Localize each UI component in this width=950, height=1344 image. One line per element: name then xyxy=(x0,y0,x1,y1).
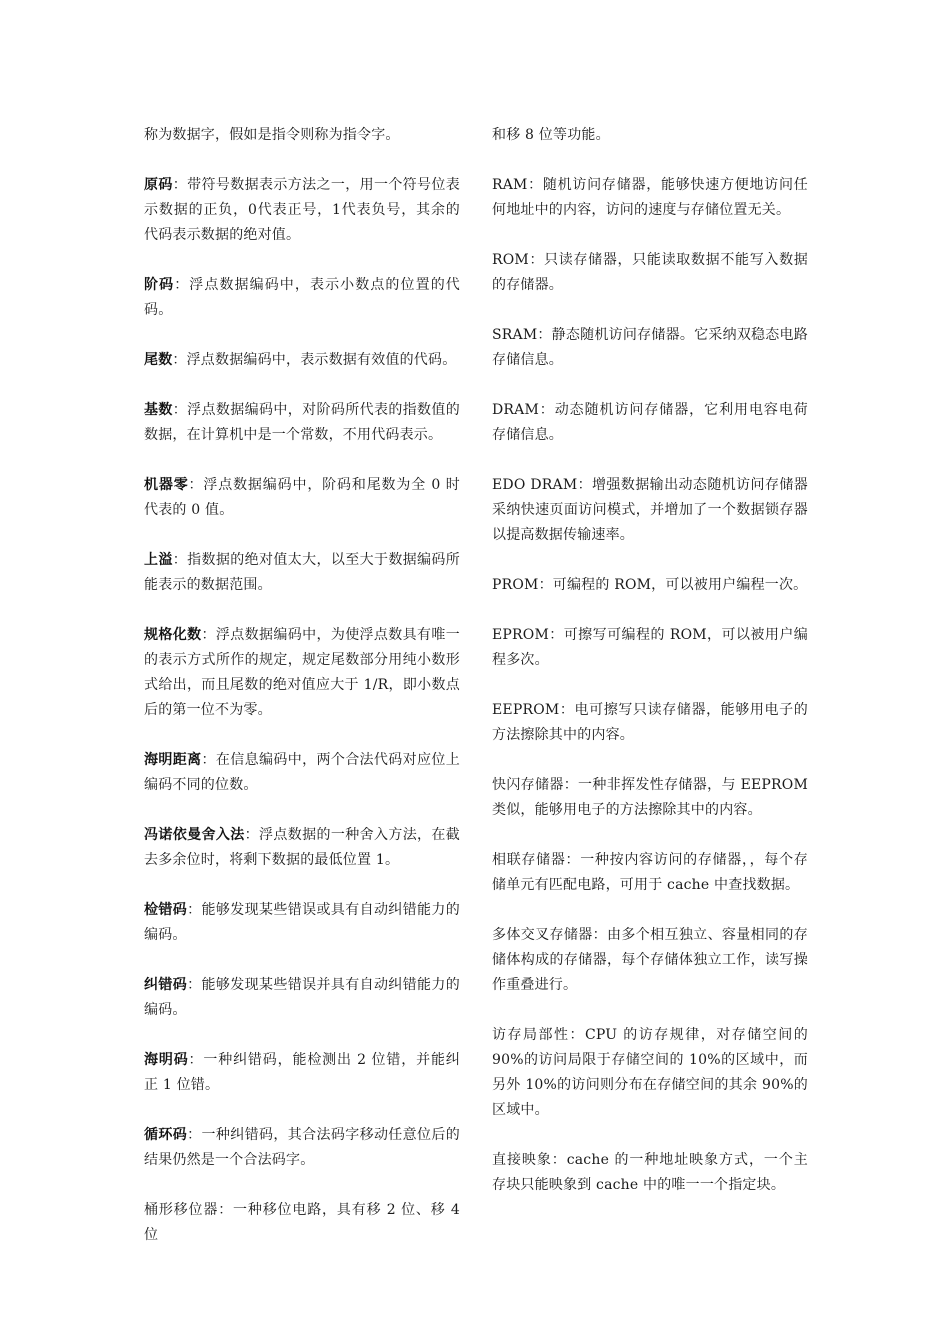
definition-term: 尾数 xyxy=(144,352,173,368)
definition-text: ：浮点数据编码中，为使浮点数具有唯一的表示方式所作的规定，规定尾数部分用纯小数形式给出，而且尾数的绝对值应大于 1/R，即小数点后的第一位不为零。 xyxy=(144,627,460,718)
definition-paragraph xyxy=(492,473,808,548)
definition-text: ：在信息编码中，两个合法代码对应位上编码不同的位数。 xyxy=(144,752,460,793)
definition-text: SRAM：静态随机访问存储器。它采纳双稳态电路存储信息。 xyxy=(492,327,808,368)
definition-text: ：指数据的绝对值太大，以至大于数据编码所能表示的数据范围。 xyxy=(144,552,461,593)
definition-text: EDO DRAM：增强数据输出动态随机访问存储器采纳快速页面访问模式，并增加了一个数据锁存器以提高数据传输速率。 xyxy=(492,477,808,543)
definition-paragraph xyxy=(492,173,808,223)
definition-text: DRAM：动态随机访问存储器，它利用电容电荷存储信息。 xyxy=(492,402,808,443)
definition-paragraph xyxy=(144,398,460,448)
right-column xyxy=(492,123,808,1223)
definition-paragraph xyxy=(492,773,808,823)
definition-term: 规格化数 xyxy=(144,627,202,643)
definition-text: ROM：只读存储器，只能读取数据不能写入数据的存储器。 xyxy=(492,252,808,293)
definition-text: ：浮点数据的一种舍入方法，在截去多余位时，将剩下数据的最低位置 1。 xyxy=(144,827,461,868)
definition-term: 冯诺依曼舍入法 xyxy=(144,827,245,843)
definition-paragraph xyxy=(144,473,460,523)
definition-term: 纠错码 xyxy=(144,977,188,993)
definition-term: 海明码 xyxy=(144,1052,189,1068)
definition-term: 循环码 xyxy=(144,1127,188,1143)
definition-text: EEPROM：电可擦写只读存储器，能够用电子的方法擦除其中的内容。 xyxy=(492,702,808,743)
definition-paragraph xyxy=(144,1123,460,1173)
definition-text: 桶形移位器：一种移位电路，具有移 2 位、移 4 位 xyxy=(144,1202,460,1243)
definition-text: ：浮点数据编码中，表示数据有效值的代码。 xyxy=(172,352,457,368)
definition-text: ：能够发现某些错误或具有自动纠错能力的编码。 xyxy=(144,902,460,943)
definition-text: 快闪存储器：一种非挥发性存储器，与 EEPROM 类似，能够用电子的方法擦除其中的内容。 xyxy=(492,777,808,818)
definition-text: 访存局部性：CPU 的访存规律，对存储空间的 90%的访问局限于存储空间的 10%的区域中，而另外 10%的访问则分布在存储空间的其余 90%的区域中。 xyxy=(492,1027,808,1118)
definition-term: 海明距离 xyxy=(144,752,202,768)
definition-paragraph xyxy=(492,623,808,673)
definition-text: 称为数据字，假如是指令则称为指令字。 xyxy=(144,127,400,143)
definition-text: ：浮点数据编码中，对阶码所代表的指数值的数据，在计算机中是一个常数，不用代码表示。 xyxy=(144,402,461,443)
definition-paragraph xyxy=(492,923,808,998)
definition-term: 基数 xyxy=(144,402,173,418)
definition-paragraph xyxy=(492,323,808,373)
definition-text: ：浮点数据编码中，表示小数点的位置的代码。 xyxy=(144,277,460,318)
definition-text: RAM：随机访问存储器，能够快速方便地访问任何地址中的内容，访问的速度与存储位置无关。 xyxy=(492,177,808,218)
definition-paragraph xyxy=(144,173,460,248)
definition-paragraph xyxy=(492,248,808,298)
definition-paragraph xyxy=(144,273,460,323)
definition-paragraph xyxy=(492,573,808,598)
definition-paragraph xyxy=(144,973,460,1023)
definition-paragraph xyxy=(144,123,460,148)
definition-term: 上溢 xyxy=(144,552,173,568)
definition-paragraph xyxy=(144,898,460,948)
definition-paragraph xyxy=(492,1023,808,1123)
definition-paragraph xyxy=(144,548,460,598)
definition-paragraph xyxy=(144,1048,460,1098)
definition-paragraph xyxy=(492,1148,808,1198)
definition-term: 机器零 xyxy=(144,477,189,493)
definition-paragraph xyxy=(144,1198,460,1248)
definition-paragraph xyxy=(144,623,460,723)
definition-paragraph xyxy=(492,123,808,148)
definition-text: 和移 8 位等功能。 xyxy=(492,127,610,143)
definition-text: 相联存储器：一种按内容访问的存储器，，每个存储单元有匹配电路，可用于 cache 中查找数据。 xyxy=(492,852,808,893)
definition-paragraph xyxy=(492,398,808,448)
definition-text: ：带符号数据表示方法之一，用一个符号位表示数据的正负，0代表正号，1代表负号，其余的代码表示数据的绝对值。 xyxy=(144,177,461,243)
definition-term: 阶码 xyxy=(144,277,175,293)
definition-paragraph xyxy=(144,348,460,373)
definition-paragraph xyxy=(492,698,808,748)
left-column xyxy=(144,123,460,1273)
definition-text: ：一种纠错码，其合法码字移动任意位后的结果仍然是一个合法码字。 xyxy=(144,1127,460,1168)
definition-text: PROM：可编程的 ROM，可以被用户编程一次。 xyxy=(492,577,808,593)
definition-text: ：浮点数据编码中，阶码和尾数为全 0 时代表的 0 值。 xyxy=(144,477,460,518)
definition-text: EPROM：可擦写可编程的 ROM，可以被用户编程多次。 xyxy=(492,627,808,668)
definition-text: 多体交叉存储器：由多个相互独立、容量相同的存储体构成的存储器，每个存储体独立工作，读写操作重叠进行。 xyxy=(492,927,808,993)
definition-text: 直接映象：cache 的一种地址映象方式，一个主存块只能映象到 cache 中的唯一一个指定块。 xyxy=(492,1152,808,1193)
definition-paragraph xyxy=(144,823,460,873)
definition-paragraph xyxy=(144,748,460,798)
definition-term: 检错码 xyxy=(144,902,188,918)
definition-text: ：一种纠错码，能检测出 2 位错，并能纠正 1 位错。 xyxy=(144,1052,460,1093)
definition-term: 原码 xyxy=(144,177,173,193)
definition-text: ：能够发现某些错误并具有自动纠错能力的编码。 xyxy=(144,977,460,1018)
definition-paragraph xyxy=(492,848,808,898)
